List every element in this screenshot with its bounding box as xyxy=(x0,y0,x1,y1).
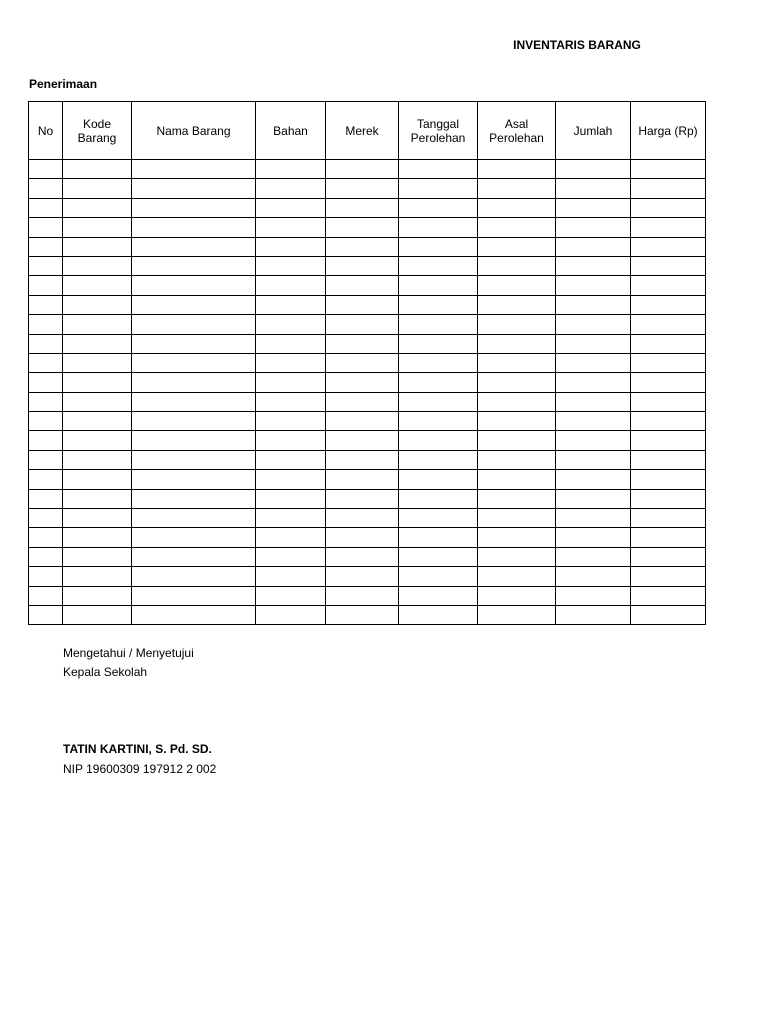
column-header-no: No xyxy=(29,102,63,160)
table-cell xyxy=(326,315,399,334)
inventory-table xyxy=(28,101,706,625)
table-cell xyxy=(478,412,556,431)
table-cell xyxy=(132,237,256,256)
table-cell xyxy=(556,470,631,489)
table-cell xyxy=(132,353,256,372)
table-cell xyxy=(132,586,256,605)
table-cell xyxy=(399,295,478,314)
table-cell xyxy=(326,276,399,295)
table-cell xyxy=(326,160,399,179)
table-cell xyxy=(256,586,326,605)
table-cell xyxy=(326,256,399,275)
table-cell xyxy=(478,334,556,353)
table-cell xyxy=(556,295,631,314)
table-cell xyxy=(631,373,706,392)
table-cell xyxy=(256,353,326,372)
table-cell xyxy=(556,353,631,372)
table-cell xyxy=(256,528,326,547)
table-cell xyxy=(631,567,706,586)
table-cell xyxy=(132,528,256,547)
table-cell xyxy=(399,547,478,566)
table-row xyxy=(29,276,706,295)
table-cell xyxy=(556,489,631,508)
table-cell xyxy=(478,528,556,547)
table-cell xyxy=(326,528,399,547)
table-cell xyxy=(256,470,326,489)
table-row xyxy=(29,450,706,469)
table-row xyxy=(29,198,706,217)
table-cell xyxy=(326,237,399,256)
table-cell xyxy=(29,160,63,179)
table-cell xyxy=(556,237,631,256)
table-cell xyxy=(256,567,326,586)
table-cell xyxy=(631,256,706,275)
table-cell xyxy=(29,392,63,411)
table-cell xyxy=(132,276,256,295)
table-cell xyxy=(29,353,63,372)
table-cell xyxy=(63,547,132,566)
table-row xyxy=(29,237,706,256)
table-cell xyxy=(556,256,631,275)
table-cell xyxy=(399,489,478,508)
table-cell xyxy=(63,179,132,198)
table-cell xyxy=(556,160,631,179)
table-cell xyxy=(478,237,556,256)
table-cell xyxy=(478,353,556,372)
table-cell xyxy=(63,373,132,392)
table-cell xyxy=(63,237,132,256)
table-cell xyxy=(556,605,631,624)
table-cell xyxy=(132,373,256,392)
table-cell xyxy=(132,198,256,217)
table-cell xyxy=(631,470,706,489)
table-cell xyxy=(29,334,63,353)
table-cell xyxy=(326,567,399,586)
table-cell xyxy=(556,315,631,334)
table-cell xyxy=(29,586,63,605)
table-cell xyxy=(556,586,631,605)
table-cell xyxy=(29,295,63,314)
table-cell xyxy=(256,373,326,392)
table-cell xyxy=(556,431,631,450)
table-cell xyxy=(29,179,63,198)
table-cell xyxy=(399,276,478,295)
table-cell xyxy=(399,605,478,624)
table-cell xyxy=(63,160,132,179)
table-cell xyxy=(326,353,399,372)
table-cell xyxy=(326,547,399,566)
table-cell xyxy=(326,489,399,508)
table-cell xyxy=(399,450,478,469)
table-cell xyxy=(399,567,478,586)
table-cell xyxy=(478,470,556,489)
table-cell xyxy=(132,392,256,411)
table-cell xyxy=(399,237,478,256)
table-cell xyxy=(63,605,132,624)
column-header-bahan: Bahan xyxy=(256,102,326,160)
table-cell xyxy=(256,198,326,217)
table-cell xyxy=(478,431,556,450)
table-cell xyxy=(29,431,63,450)
column-header-kode-barang: Kode Barang xyxy=(63,102,132,160)
table-cell xyxy=(63,489,132,508)
table-cell xyxy=(631,450,706,469)
table-row xyxy=(29,431,706,450)
table-cell xyxy=(556,547,631,566)
table-cell xyxy=(63,450,132,469)
column-header-merek: Merek xyxy=(326,102,399,160)
table-cell xyxy=(556,509,631,528)
table-cell xyxy=(556,276,631,295)
table-cell xyxy=(399,218,478,237)
table-cell xyxy=(256,276,326,295)
table-cell xyxy=(63,470,132,489)
table-cell xyxy=(326,431,399,450)
table-cell xyxy=(556,198,631,217)
table-cell xyxy=(256,547,326,566)
table-cell xyxy=(631,198,706,217)
table-cell xyxy=(29,412,63,431)
table-row xyxy=(29,509,706,528)
table-cell xyxy=(478,256,556,275)
table-cell xyxy=(556,412,631,431)
table-cell xyxy=(29,256,63,275)
table-cell xyxy=(478,218,556,237)
table-cell xyxy=(478,547,556,566)
table-cell xyxy=(478,586,556,605)
table-row xyxy=(29,353,706,372)
table-cell xyxy=(478,509,556,528)
table-cell xyxy=(256,160,326,179)
signature-acknowledgement: Mengetahui / Menyetujui xyxy=(63,646,194,660)
table-cell xyxy=(63,586,132,605)
table-cell xyxy=(478,276,556,295)
table-cell xyxy=(63,528,132,547)
table-cell xyxy=(478,315,556,334)
table-cell xyxy=(631,276,706,295)
table-cell xyxy=(326,586,399,605)
table-cell xyxy=(399,470,478,489)
table-row xyxy=(29,218,706,237)
table-cell xyxy=(478,489,556,508)
table-row xyxy=(29,392,706,411)
table-cell xyxy=(631,412,706,431)
table-cell xyxy=(631,431,706,450)
table-row xyxy=(29,295,706,314)
column-header-tanggal-perolehan: Tanggal Perolehan xyxy=(399,102,478,160)
table-cell xyxy=(132,295,256,314)
table-cell xyxy=(399,315,478,334)
signature-role: Kepala Sekolah xyxy=(63,665,148,679)
table-cell xyxy=(256,179,326,198)
table-row xyxy=(29,256,706,275)
table-row xyxy=(29,412,706,431)
table-cell xyxy=(326,373,399,392)
table-cell xyxy=(399,412,478,431)
table-cell xyxy=(478,160,556,179)
table-cell xyxy=(631,547,706,566)
table-cell xyxy=(132,218,256,237)
table-row xyxy=(29,160,706,179)
table-cell xyxy=(326,605,399,624)
table-cell xyxy=(132,489,256,508)
table-cell xyxy=(63,567,132,586)
table-cell xyxy=(631,586,706,605)
table-cell xyxy=(29,198,63,217)
table-cell xyxy=(631,315,706,334)
column-header-jumlah: Jumlah xyxy=(556,102,631,160)
table-cell xyxy=(29,528,63,547)
table-row xyxy=(29,334,706,353)
table-cell xyxy=(132,470,256,489)
table-cell xyxy=(256,256,326,275)
table-cell xyxy=(556,567,631,586)
column-header-harga: Harga (Rp) xyxy=(631,102,706,160)
table-cell xyxy=(256,392,326,411)
table-row xyxy=(29,179,706,198)
table-cell xyxy=(256,295,326,314)
table-cell xyxy=(326,509,399,528)
table-cell xyxy=(256,509,326,528)
table-cell xyxy=(631,334,706,353)
table-cell xyxy=(399,431,478,450)
table-cell xyxy=(63,256,132,275)
section-label: Penerimaan xyxy=(29,77,98,91)
table-row xyxy=(29,489,706,508)
table-cell xyxy=(256,605,326,624)
table-cell xyxy=(132,334,256,353)
table-cell xyxy=(326,334,399,353)
table-row xyxy=(29,605,706,624)
table-cell xyxy=(326,470,399,489)
table-cell xyxy=(556,450,631,469)
table-cell xyxy=(29,450,63,469)
table-cell xyxy=(132,179,256,198)
table-cell xyxy=(29,470,63,489)
table-cell xyxy=(63,509,132,528)
table-cell xyxy=(132,431,256,450)
table-cell xyxy=(399,373,478,392)
table-cell xyxy=(631,392,706,411)
table-cell xyxy=(478,198,556,217)
table-row xyxy=(29,586,706,605)
table-cell xyxy=(478,567,556,586)
table-cell xyxy=(326,218,399,237)
table-cell xyxy=(326,198,399,217)
table-row xyxy=(29,315,706,334)
table-cell xyxy=(256,431,326,450)
table-cell xyxy=(29,547,63,566)
table-cell xyxy=(631,160,706,179)
table-cell xyxy=(256,315,326,334)
table-cell xyxy=(132,567,256,586)
column-header-nama-barang: Nama Barang xyxy=(132,102,256,160)
table-cell xyxy=(631,237,706,256)
table-cell xyxy=(631,489,706,508)
table-cell xyxy=(399,353,478,372)
table-row xyxy=(29,567,706,586)
table-cell xyxy=(556,218,631,237)
table-cell xyxy=(631,179,706,198)
table-cell xyxy=(132,547,256,566)
table-cell xyxy=(326,392,399,411)
table-cell xyxy=(132,315,256,334)
table-cell xyxy=(132,160,256,179)
table-cell xyxy=(326,295,399,314)
table-cell xyxy=(556,334,631,353)
table-cell xyxy=(63,412,132,431)
table-cell xyxy=(63,295,132,314)
table-cell xyxy=(63,353,132,372)
table-cell xyxy=(132,450,256,469)
table-cell xyxy=(29,276,63,295)
table-cell xyxy=(63,431,132,450)
table-cell xyxy=(256,218,326,237)
table-cell xyxy=(256,237,326,256)
table-cell xyxy=(132,509,256,528)
table-cell xyxy=(478,605,556,624)
table-cell xyxy=(29,373,63,392)
column-header-asal-perolehan: Asal Perolehan xyxy=(478,102,556,160)
table-cell xyxy=(256,334,326,353)
table-cell xyxy=(132,605,256,624)
table-row xyxy=(29,547,706,566)
table-cell xyxy=(326,179,399,198)
table-cell xyxy=(631,295,706,314)
table-row xyxy=(29,373,706,392)
document-title: INVENTARIS BARANG xyxy=(513,38,641,52)
table-cell xyxy=(29,489,63,508)
table-cell xyxy=(399,334,478,353)
table-cell xyxy=(29,237,63,256)
table-cell xyxy=(399,528,478,547)
table-cell xyxy=(556,392,631,411)
table-cell xyxy=(399,586,478,605)
table-cell xyxy=(29,218,63,237)
table-header-row xyxy=(29,102,706,160)
table-cell xyxy=(256,489,326,508)
table-cell xyxy=(399,509,478,528)
table-cell xyxy=(399,179,478,198)
table-cell xyxy=(399,160,478,179)
table-cell xyxy=(63,218,132,237)
table-cell xyxy=(556,528,631,547)
table-cell xyxy=(399,392,478,411)
table-cell xyxy=(29,605,63,624)
table-cell xyxy=(63,276,132,295)
table-cell xyxy=(29,315,63,334)
table-cell xyxy=(631,528,706,547)
table-cell xyxy=(29,567,63,586)
table-cell xyxy=(326,450,399,469)
table-cell xyxy=(631,218,706,237)
table-cell xyxy=(631,353,706,372)
table-cell xyxy=(556,373,631,392)
table-cell xyxy=(556,179,631,198)
table-cell xyxy=(478,373,556,392)
table-cell xyxy=(631,605,706,624)
signatory-name: TATIN KARTINI, S. Pd. SD. xyxy=(63,742,212,756)
table-cell xyxy=(256,450,326,469)
table-row xyxy=(29,528,706,547)
table-body xyxy=(29,160,706,625)
table-cell xyxy=(478,295,556,314)
table-cell xyxy=(132,412,256,431)
table-cell xyxy=(63,392,132,411)
table-cell xyxy=(29,509,63,528)
table-cell xyxy=(63,315,132,334)
table-cell xyxy=(326,412,399,431)
table-cell xyxy=(399,198,478,217)
table-cell xyxy=(256,412,326,431)
table-row xyxy=(29,470,706,489)
table-cell xyxy=(478,450,556,469)
table-cell xyxy=(478,392,556,411)
table-cell xyxy=(132,256,256,275)
table-cell xyxy=(63,198,132,217)
table-cell xyxy=(631,509,706,528)
table-cell xyxy=(63,334,132,353)
table-cell xyxy=(399,256,478,275)
signatory-nip: NIP 19600309 197912 2 002 xyxy=(63,762,217,776)
table-cell xyxy=(478,179,556,198)
